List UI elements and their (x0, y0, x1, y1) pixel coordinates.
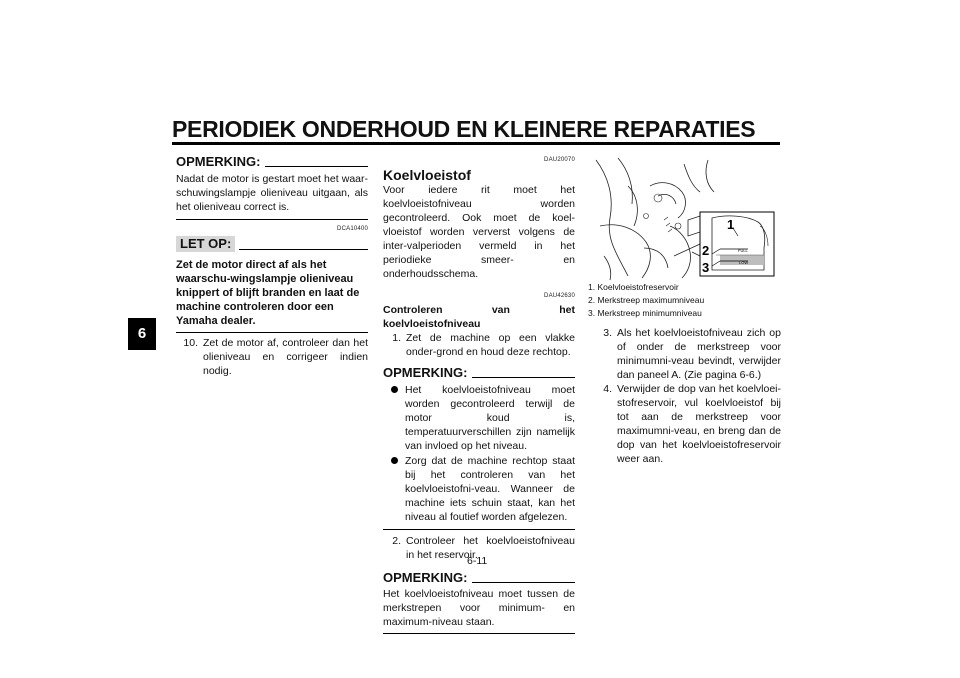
note-label: OPMERKING: (383, 365, 468, 380)
chapter-tab: 6 (128, 318, 156, 350)
note-end-rule (176, 219, 368, 220)
coolant-reservoir-illustration (588, 156, 780, 281)
column-3 (588, 281, 781, 466)
step-number: 3. (603, 327, 612, 339)
title-rule (172, 142, 780, 145)
note-text: Het koelvloeistofniveau moet tussen de merkstrepen voor minimum- en maximum-niveau staan. (383, 588, 575, 628)
note-heading (383, 366, 575, 380)
step-10 (176, 336, 368, 378)
bullet-dot (391, 454, 405, 524)
bullet-text: Zorg dat de machine rechtop staat bij het controleren van het koelvloeistofni-veau. Wanneer de machine iets schuin staat, kan het niveau al foutief worden afgelezen. (405, 455, 575, 523)
section-intro: Voor iedere rit moet het koelvloeistofniveau worden gecontroleerd. Ook moet de koel-vloeistof worden ververst volgens de inter-valperioden vermeld in het periodieke smeer- en onderhoudsschema. (383, 184, 575, 280)
caution-code: DCA10400 (337, 226, 368, 232)
section-code: DAU20070 (544, 157, 575, 163)
low-mark-label: LOW (739, 260, 749, 265)
note-heading (383, 571, 575, 585)
bullet-item (391, 383, 575, 453)
note-label: OPMERKING: (176, 154, 261, 169)
column-1 (176, 155, 368, 378)
caution-end-rule (176, 332, 368, 333)
subsection-title: Controleren van het koelvloeistofniveau (383, 304, 575, 330)
step-number: 10. (183, 337, 198, 349)
step-number: 4. (603, 383, 612, 395)
note-text: Nadat de motor is gestart moet het waar-schuwingslampje olieniveau uitgaan, als het olieniveau correct is. (176, 173, 368, 213)
callout-2: 2 (702, 243, 710, 258)
note-end-rule (383, 633, 575, 634)
caution-label: LET OP: (176, 236, 235, 252)
note-label: OPMERKING: (383, 570, 468, 585)
note-heading (176, 155, 368, 169)
caution-text: Zet de motor direct af als het waarschu-wingslampje olieniveau knippert of blijft branden en laat de machine controleren door een Yamaha dealer. (176, 259, 360, 327)
step-text: Zet de motor af, controleer dan het olieniveau en corrigeer indien nodig. (203, 337, 368, 377)
caution-heading (176, 236, 368, 252)
step-4 (588, 382, 781, 466)
step-number: 2. (392, 535, 401, 547)
callout-1: 1 (727, 217, 735, 232)
reservoir-drawing (588, 156, 780, 281)
step-3 (588, 326, 781, 382)
subsection-code: DAU42630 (544, 293, 575, 299)
step-number: 1. (392, 332, 401, 344)
full-mark-label: FULL (738, 248, 748, 253)
caption-item: 3. Merkstreep minimumniveau (588, 308, 702, 318)
step-text: Als het koelvloeistofniveau zich op of onder de merkstreep voor minimumni-veau bevindt, verwijder dan paneel A. (Zie pagina 6-6.) (617, 327, 781, 381)
note-end-rule (383, 529, 575, 530)
caption-item: 2. Merkstreep maximumniveau (588, 295, 705, 305)
bullet-text: Het koelvloeistofniveau moet worden gecontroleerd terwijl de motor koud is, temperatuurverschillen zijn namelijk van invloed op het niveau. (405, 384, 575, 452)
section-title: Koelvloeistof (383, 167, 471, 183)
step-text: Controleer het koelvloeistofniveau in het reservoir. (406, 535, 575, 561)
step-text: Verwijder de dop van het koelvloei-stofreservoir, vul koelvloeistof bij tot aan de merkstreep voor maximumni-veau, en breng dan de dop van het koelvloeistofreservoir weer aan. (617, 383, 781, 465)
callout-3: 3 (702, 260, 710, 275)
bullet-item (391, 454, 575, 524)
step-text: Zet de machine op een vlakke onder-grond en houd deze rechtop. (406, 332, 575, 358)
step-1 (383, 331, 575, 359)
caption-item: 1. Koelvloeistofreservoir (588, 282, 679, 292)
page-number: 6-11 (467, 555, 488, 567)
bullet-dot (391, 383, 405, 453)
page-title: PERIODIEK ONDERHOUD EN KLEINERE REPARATIES (172, 116, 756, 142)
